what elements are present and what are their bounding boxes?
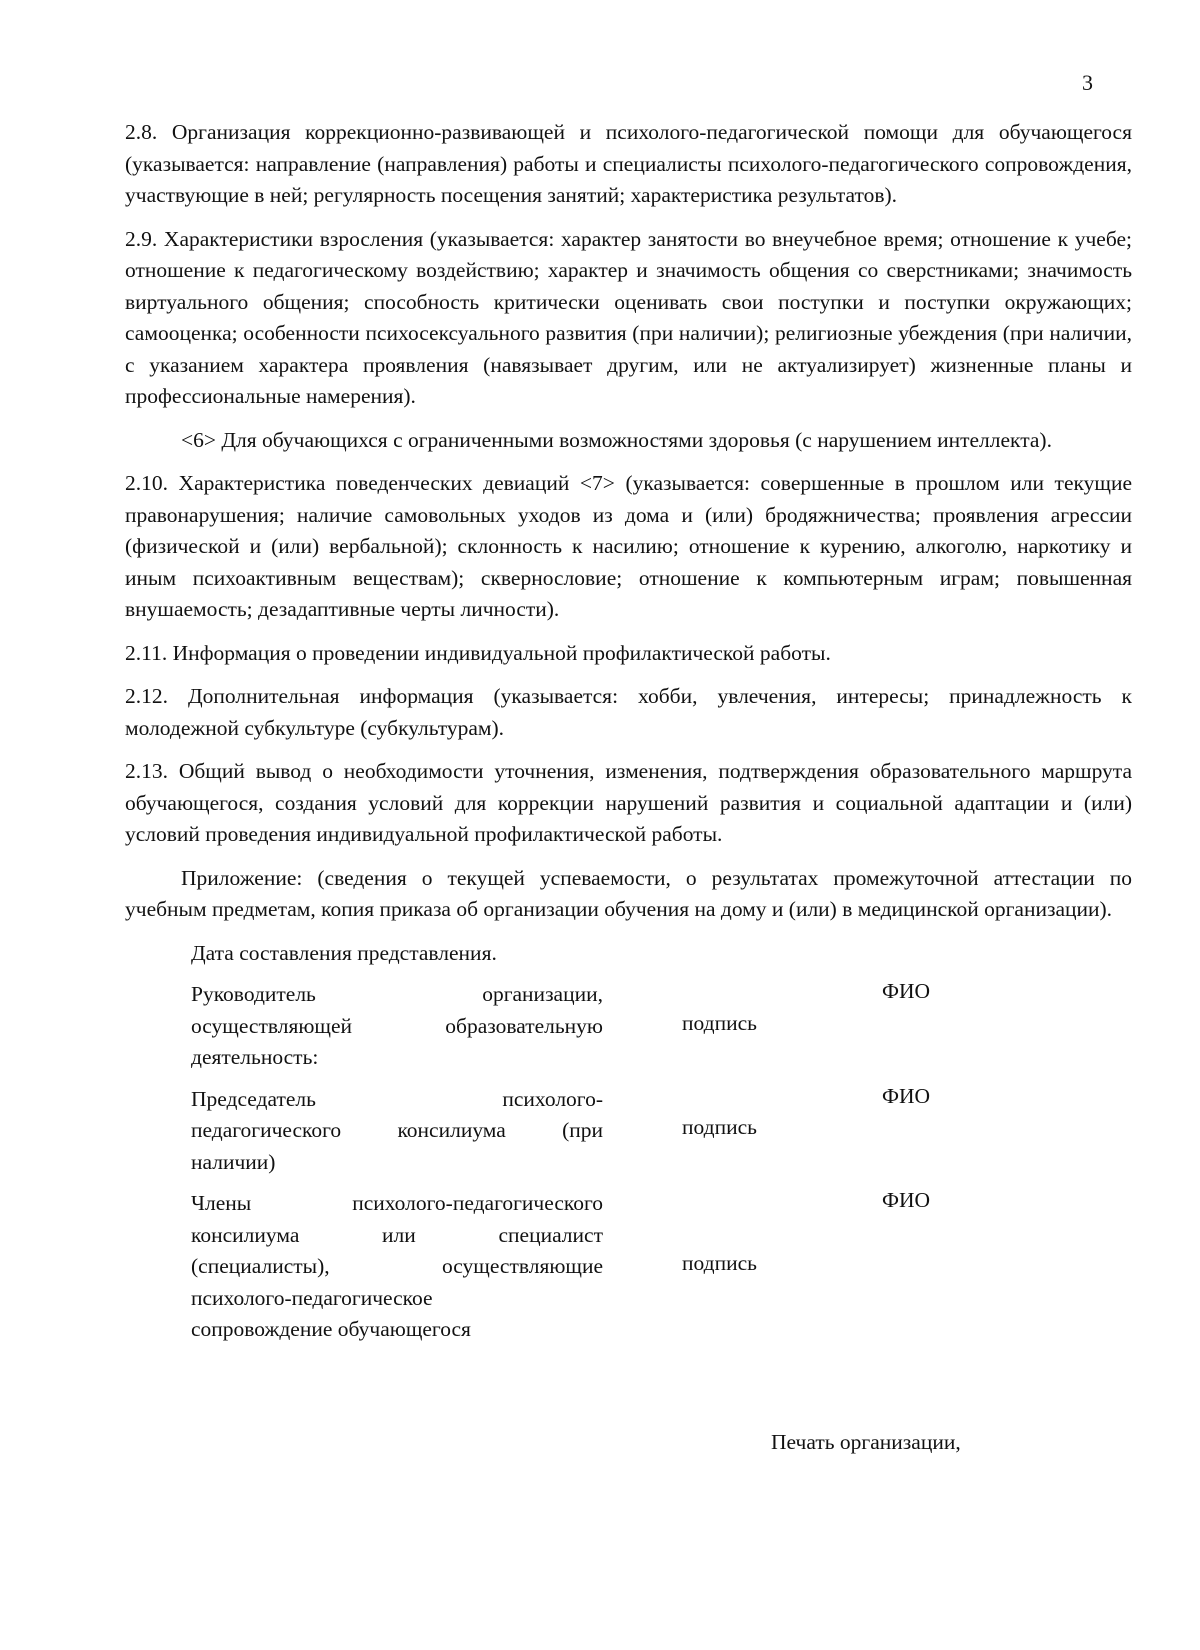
- signature-role: Руководитель организации, осуществляющей образовательную деятельность:: [191, 982, 603, 1069]
- stamp-line: Печать организации,: [771, 1430, 961, 1454]
- signature-block-chair: [191, 1084, 1132, 1179]
- footnote-6: <6> Для обучающихся с ограниченными возможностями здоровья (с нарушением интеллекта).: [181, 427, 1052, 452]
- signature-label: подпись: [682, 1251, 757, 1275]
- section-2-9: 2.9. Характеристики взросления (указывается: характер занятости во внеучебное время; отношение к учебе; отношение к педагогическому воздействию; характер и значимость общения со сверстниками; значимость виртуального общения; способность критически оценивать свои поступки и поступки окружающих; самооценка; особенности психосексуального развития (при наличии); религиозные убеждения (при наличии, с указанием характера проявления (навязывает другим, или не актуализирует) жизненные планы и профессиональные намерения).: [125, 226, 1132, 408]
- section-2-11: 2.11. Информация о проведении индивидуальной профилактической работы.: [125, 640, 831, 665]
- section-2-13: 2.13. Общий вывод о необходимости уточнения, изменения, подтверждения образовательного маршрута обучающегося, создания условий для коррекции нарушений развития и социальной адаптации и (или) условий проведения индивидуальной профилактической работы.: [125, 759, 1132, 846]
- section-2-10: 2.10. Характеристика поведенческих девиаций <7> (указывается: совершенные в прошлом или текущие правонарушения; наличие самовольных уходов из дома и (или) бродяжничества; проявления агрессии (физической и (или) вербальной); склонность к насилию; отношение к курению, алкоголю, наркотику и иным психоактивным веществам); сквернословие; отношение к компьютерным играм; повышенная внушаемость; дезадаптивные черты личности).: [125, 471, 1132, 621]
- signature-block-director: [191, 979, 1132, 1074]
- signature-role: Председатель психолого- педагогического консилиума (при наличии): [191, 1086, 603, 1174]
- section-2-12: 2.12. Дополнительная информация (указывается: хобби, увлечения, интересы; принадлежность к молодежной субкультуре (субкультурам).: [125, 684, 1132, 740]
- page-number: 3: [1082, 70, 1093, 95]
- signature-role: Члены психолого-педагогического консилиума или специалист (специалисты), осуществляющие психолого-педагогическое сопровождение обучающегося: [191, 1191, 603, 1341]
- signature-label: подпись: [682, 1115, 757, 1139]
- fio-label: ФИО: [882, 1083, 931, 1108]
- fio-label: ФИО: [882, 979, 931, 1003]
- document-body: [125, 117, 1132, 1346]
- signature-block-members: [191, 1188, 1132, 1346]
- date-line: Дата составления представления.: [191, 940, 497, 965]
- section-2-8: 2.8. Организация коррекционно-развивающей и психолого-педагогической помощи для обучающегося (указывается: направление (направления) работы и специалисты психолого-педагогического сопровождения, участвующие в ней; регулярность посещения занятий; характеристика результатов).: [125, 120, 1132, 207]
- fio-label: ФИО: [882, 1188, 931, 1212]
- signature-label: подпись: [682, 1010, 757, 1035]
- appendix-note: Приложение: (сведения о текущей успеваемости, о результатах промежуточной аттестации по учебным предметам, копия приказа об организации обучения на дому и (или) в медицинской организации).: [125, 865, 1132, 921]
